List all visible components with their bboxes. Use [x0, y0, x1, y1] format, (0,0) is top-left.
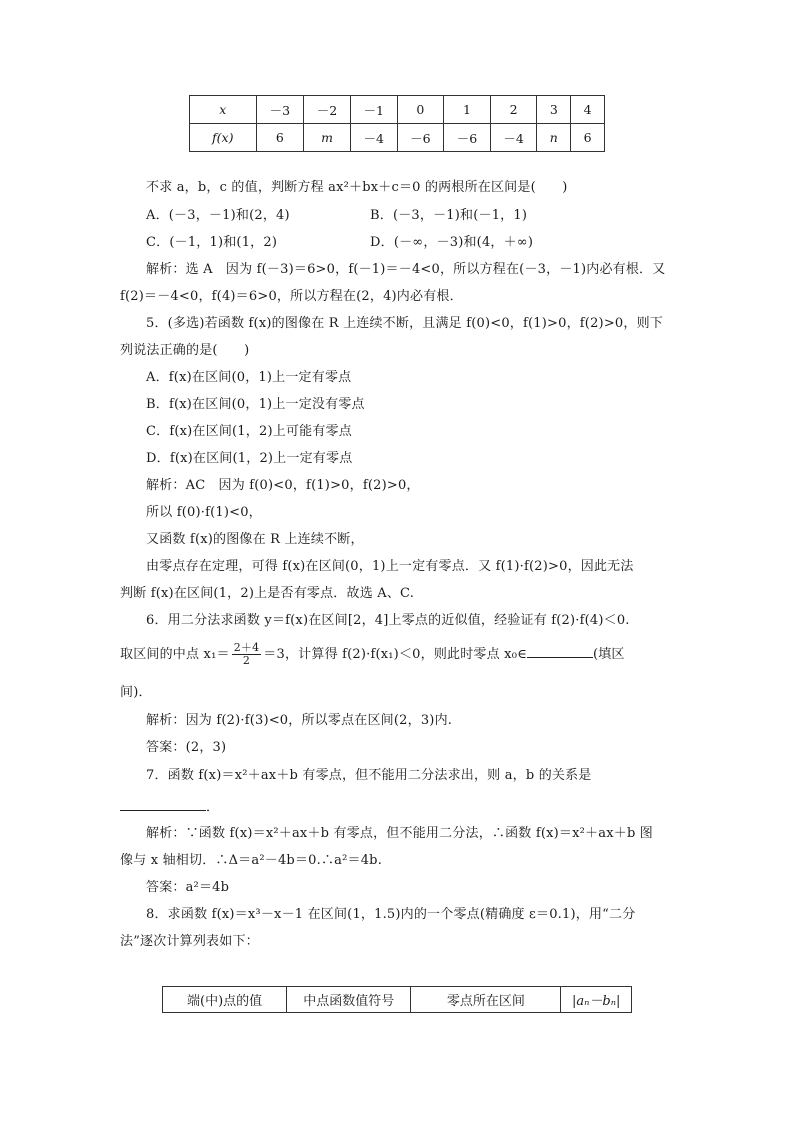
table-cell: －3: [256, 96, 304, 124]
table-cell: f(x): [190, 124, 257, 152]
table-cell: 6: [256, 124, 304, 152]
q4-solution-line1: 解析：选 A 因为 f(－3)＝6>0，f(－1)＝－4<0，所以方程在(－3，－1)内必有根．又: [146, 262, 666, 277]
q6-stem-part-a: 取区间的中点 x₁＝: [120, 647, 230, 662]
q5-option-b: B．f(x)在区间(0，1)上一定没有零点: [146, 397, 365, 412]
table-cell: 4: [571, 96, 605, 124]
q7-stem-line1: 7．函数 f(x)＝x²＋ax＋b 有零点，但不能用二分法求出，则 a，b 的关系是: [146, 768, 592, 783]
table-cell: x: [190, 96, 257, 124]
fraction: [232, 642, 262, 667]
table-cell: －1: [350, 96, 397, 124]
q4-stem: 不求 a，b，c 的值，判断方程 ax²＋bx＋c＝0 的两根所在区间是( ): [146, 180, 568, 195]
table-cell: －4: [350, 124, 397, 152]
bisection-table: [162, 986, 632, 1013]
q4-option-c: C．(－1，1)和(1，2): [146, 235, 278, 250]
q5-option-c: C．f(x)在区间(1，2)上可能有零点: [146, 424, 352, 439]
table-cell: n: [537, 124, 571, 152]
q5-solution-line2: 所以 f(0)·f(1)<0，: [146, 505, 262, 520]
q5-stem-line1: 5．(多选)若函数 f(x)的图像在 R 上连续不断，且满足 f(0)<0，f(1)>0，f(2)>0，则下: [146, 316, 663, 331]
table-header-cell: 中点函数值符号: [287, 987, 411, 1013]
answer-blank[interactable]: [527, 643, 593, 658]
table-cell: －2: [304, 96, 351, 124]
q7-stem-end: ．: [206, 800, 220, 815]
q6-stem-line3: 间)．: [120, 685, 152, 700]
fraction-denominator: 2: [242, 654, 251, 667]
table-cell: 0: [397, 96, 444, 124]
q5-solution-line3: 又函数 f(x)的图像在 R 上连续不断，: [146, 532, 364, 547]
q6-stem-part-c: (填区: [592, 647, 625, 662]
table-header-row: [163, 987, 632, 1013]
table-header-cell: |aₙ－bₙ|: [561, 987, 632, 1013]
q7-solution-line1: 解析：∵函数 f(x)＝x²＋ax＋b 有零点，但不能用二分法，∴函数 f(x)＝x²＋ax＋b 图: [146, 826, 653, 841]
q8-stem-line2: 法”逐次计算列表如下：: [120, 934, 259, 949]
table-cell: －6: [397, 124, 444, 152]
q5-stem-line2: 列说法正确的是( ): [120, 343, 250, 358]
q6-stem-line1: 6．用二分法求函数 y＝f(x)在区间[2，4]上零点的近似值，经验证有 f(2)·f(4)＜0.: [146, 613, 630, 628]
q5-solution-line4: 由零点存在定理，可得 f(x)在区间(0，1)上一定有零点．又 f(1)·f(2)>0，因此无法: [146, 559, 634, 574]
q4-solution-line2: f(2)＝－4<0，f(4)＝6>0，所以方程在(2，4)内必有根．: [120, 289, 463, 304]
q5-solution-line1: 解析：AC 因为 f(0)<0，f(1)>0，f(2)>0，: [146, 478, 420, 493]
q6-solution: 解析：因为 f(2)·f(3)<0，所以零点在区间(2，3)内.: [146, 713, 453, 728]
values-table: [189, 95, 605, 152]
table-cell: 3: [537, 96, 571, 124]
q5-option-a: A．f(x)在区间(0，1)上一定有零点: [146, 370, 352, 385]
q6-stem-part-b: ＝3，计算得 f(2)·f(x₁)＜0，则此时零点 x₀∈: [263, 647, 527, 662]
q7-solution-line2: 像与 x 轴相切．∴Δ＝a²－4b＝0.∴a²＝4b.: [120, 853, 383, 868]
q4-option-b: B．(－3，－1)和(－1，1): [370, 208, 528, 223]
q7-stem-line2: [120, 796, 219, 818]
table-cell: －6: [444, 124, 491, 152]
table-cell: 2: [490, 96, 537, 124]
table-row-x: [190, 96, 605, 124]
q4-option-d: D．(－∞，－3)和(4，＋∞): [370, 235, 534, 250]
q5-option-d: D．f(x)在区间(1，2)上一定有零点: [146, 451, 353, 466]
q5-solution-line5: 判断 f(x)在区间(1，2)上是否有零点．故选 A、C.: [120, 586, 415, 601]
table-cell: 6: [571, 124, 605, 152]
q4-option-a: A．(－3，－1)和(2，4): [146, 208, 290, 223]
answer-blank[interactable]: [120, 796, 206, 811]
table-row-fx: [190, 124, 605, 152]
table-cell: 1: [444, 96, 491, 124]
q6-answer: 答案：(2，3): [146, 740, 227, 755]
fraction-numerator: 2＋4: [233, 641, 260, 654]
table-cell: －4: [490, 124, 537, 152]
table-header-cell: 端(中)点的值: [163, 987, 287, 1013]
q7-answer: 答案：a²＝4b: [146, 880, 230, 895]
table-header-cell: 零点所在区间: [411, 987, 561, 1013]
table-cell: m: [304, 124, 351, 152]
q8-stem-line1: 8．求函数 f(x)＝x³－x－1 在区间(1，1.5)内的一个零点(精确度 ε＝0.1)，用“二分: [146, 907, 636, 922]
q6-stem-line2: [120, 642, 625, 667]
